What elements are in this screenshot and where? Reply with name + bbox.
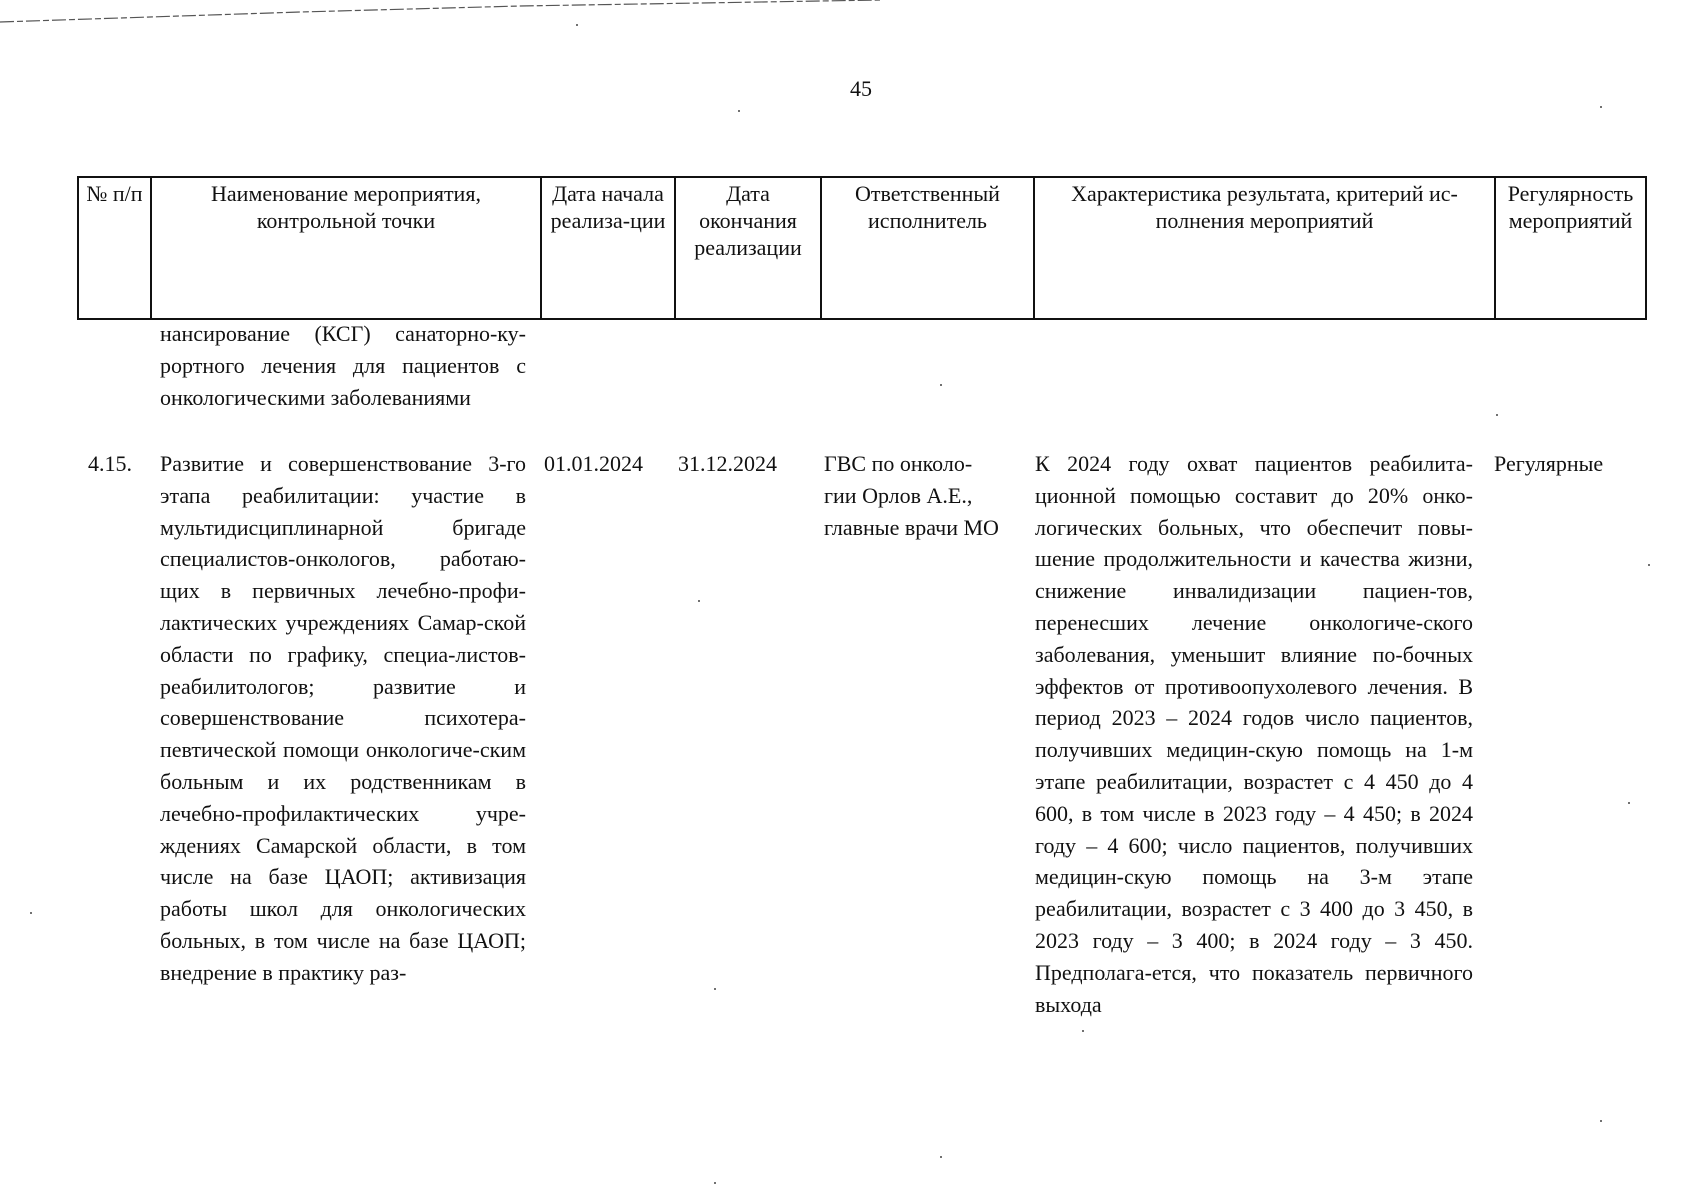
row-start-date: 01.01.2024 [544,451,643,476]
scan-speck [714,988,716,990]
scan-speck [1496,414,1498,416]
row-number: 4.15. [88,451,132,476]
scan-speck [1648,564,1650,566]
scan-edge-line [0,0,880,24]
scan-speck [714,1182,716,1184]
header-responsible: Ответственный исполнитель [821,177,1034,319]
row-name: Развитие и совершенствование 3-го этапа реабилитации: участие в мультидисциплинарной бригаде специалистов-онкологов, работаю-щих в первичных лечебно-профи-лактических учреждениях Самар-ской области по графику, специа-листов-реабилитологов; развитие и совершенствование психотера-певтической помощи онкологиче-ским больным и их родственникам в лечебно-профилактических учре-ждениях Самарской области, в том числе на базе ЦАОП; активизация работы школ для онкологических больных, в том числе на базе ЦАОП; внедрение в практику раз- [160,451,526,985]
header-number: № п/п [78,177,151,319]
header-regularity: Регулярность мероприятий [1495,177,1646,319]
page-number: 45 [850,76,872,101]
scan-speck [738,110,740,112]
scan-speck [576,24,578,26]
header-characteristic: Характеристика результата, критерий ис-полнения мероприятий [1034,177,1495,319]
scan-speck [1628,802,1630,804]
scan-speck [940,1156,942,1158]
row-regularity: Регулярные [1494,451,1604,476]
header-name: Наименование мероприятия, контрольной точки [151,177,541,319]
row-characteristic: К 2024 году охват пациентов реабилита-ционной помощью составит до 20% онко-логических больных, что обеспечит повы-шение продолжительности и качества жизни, снижение инвалидизации пациен-тов, перенесших лечение онкологиче-ского заболевания, уменьшит влияние по-бочных эффектов от противоопухолевого лечения. В период 2023 – 2024 годов число пациентов, получивших медицин-скую помощь на 1-м этапе реабилитации, возрастет с 4 450 до 4 600, в том числе в 2023 году – 4 450; в 2024 году – 4 600; число пациентов, получивших медицин-скую помощь на 3-м этапе реабилитации, возрастет с 3 400 до 3 450, в 2023 году – 3 400; в 2024 году – 3 450. Предполага-ется, что показатель первичного выхода [1035,451,1473,1017]
row-responsible: ГВС по онколо-гии Орлов А.Е., главные врачи МО [824,451,999,540]
header-start-date: Дата начала реализа-ции [541,177,675,319]
continuation-text: нансирование (КСГ) санаторно-ку-рортного лечения для пациентов с онкологическими заболеваниями [160,321,526,410]
scan-speck [940,384,942,386]
header-end-date: Дата окончания реализации [675,177,821,319]
scan-speck [1600,1120,1602,1122]
scan-speck [1600,106,1602,108]
scan-speck [30,912,32,914]
scan-speck [1082,1030,1084,1032]
row-end-date: 31.12.2024 [678,451,777,476]
scan-speck [698,600,700,602]
table-header [77,176,1647,320]
